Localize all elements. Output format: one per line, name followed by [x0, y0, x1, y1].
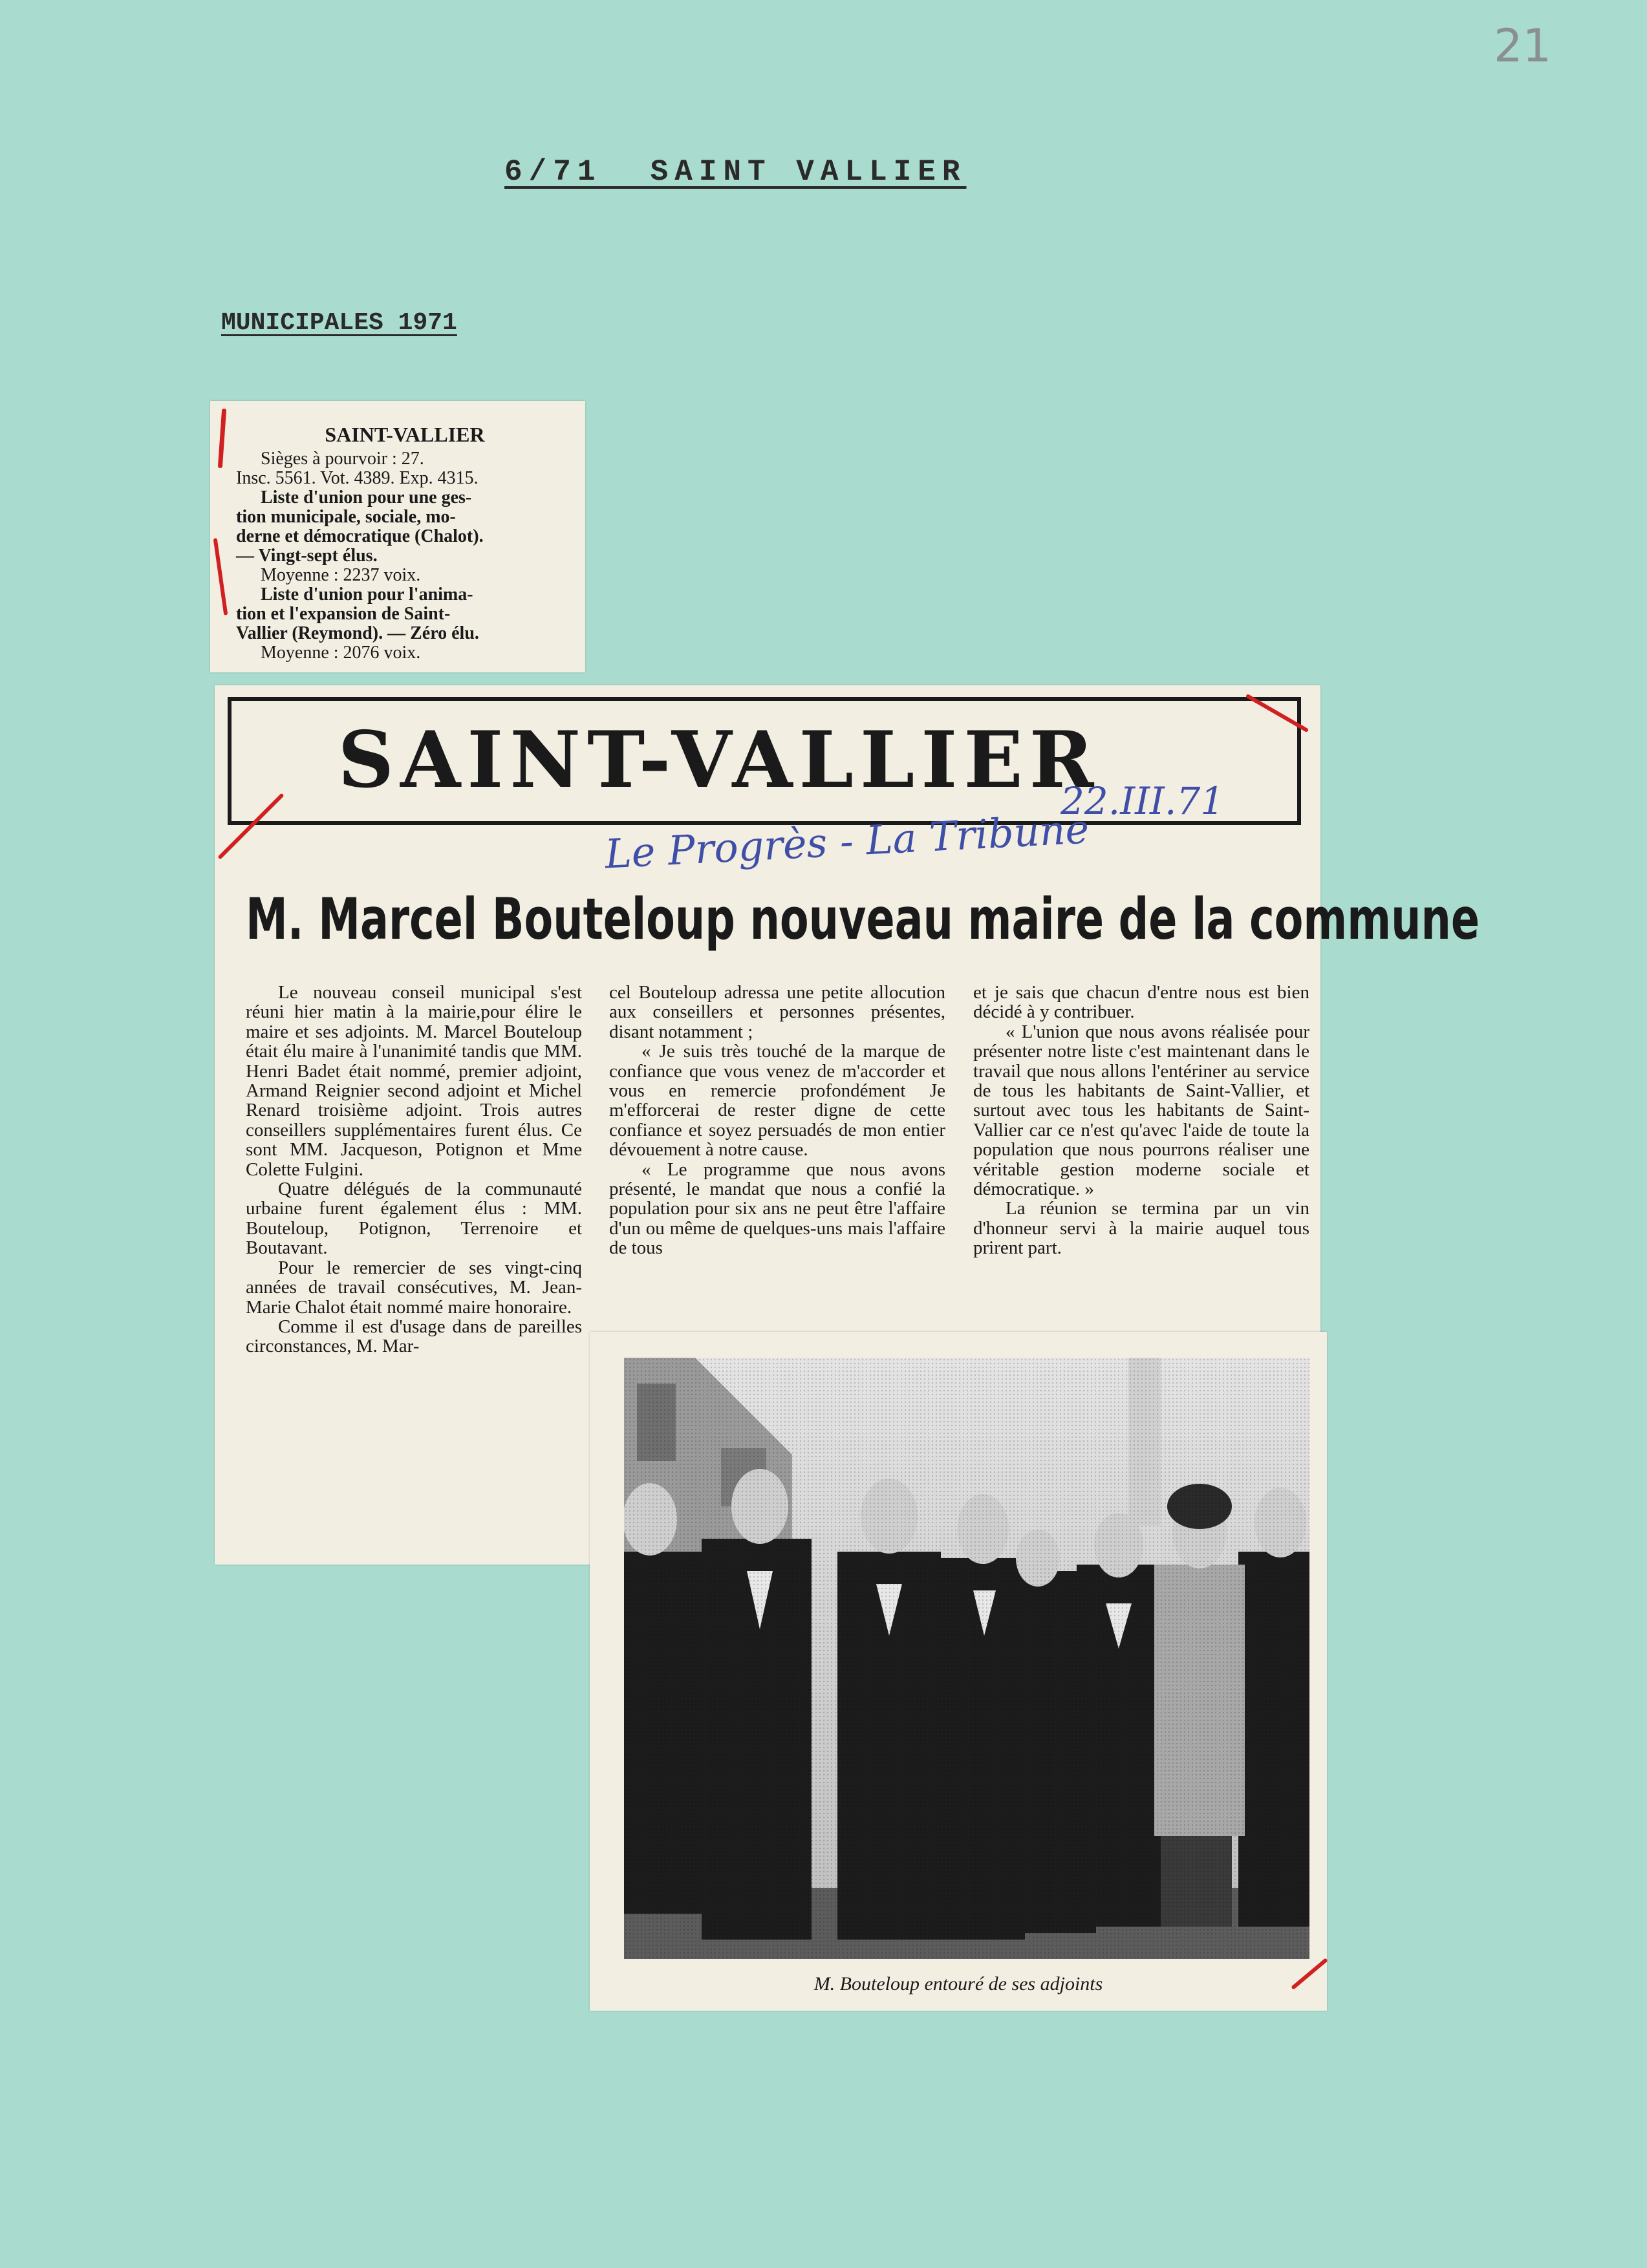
results-line: Sièges à pourvoir : 27. [261, 449, 424, 469]
results-line: tion municipale, sociale, mo- [236, 507, 456, 527]
article-column-3 [973, 983, 1309, 1258]
masthead: SAINT-VALLIER [338, 714, 1101, 806]
page-subheading: MUNICIPALES 1971 [221, 309, 457, 337]
results-line: Moyenne : 2237 voix. [261, 565, 421, 585]
page-heading: 6/71 SAINT VALLIER [504, 155, 967, 189]
paragraph: « Je suis très touché de la marque de confiance que vous venez de m'accorder et vous en remercie profondément Je m'efforcerai de rester digne de cette confiance et soyez persuadés de mon entier dévouement à notre cause. [609, 1041, 945, 1161]
results-line: Insc. 5561. Vot. 4389. Exp. 4315. [236, 468, 479, 488]
handwritten-date: 22.III.71 [1060, 779, 1225, 823]
results-line: Vallier (Reymond). — Zéro élu. [236, 623, 479, 643]
results-line: Moyenne : 2076 voix. [261, 643, 421, 663]
paragraph: La réunion se termina par un vin d'honneur servi à la mairie auquel tous prirent part. [973, 1198, 1309, 1259]
group-photo [624, 1358, 1309, 1959]
results-line: derne et démocratique (Chalot). [236, 526, 484, 546]
results-line: Liste d'union pour l'anima- [261, 584, 473, 604]
results-line: tion et l'expansion de Saint- [236, 604, 451, 624]
paragraph: Comme il est d'usage dans de pareilles circonstances, M. Mar- [246, 1316, 582, 1357]
photo-caption: M. Bouteloup entouré de ses adjoints [813, 1973, 1103, 1995]
paragraph: Le nouveau conseil municipal s'est réuni hier matin à la mairie,pour élire le maire et ses adjoints. M. Marcel Bouteloup était élu maire à l'unanimité tandis que MM. Henri Badet était nommé, premier adjoint, Armand Reignier second adjoint et Michel Renard troisième adjoint. Trois autres conseillers supplémentaires furent élus. Ce sont MM. Jacqueson, Potignon et Mme Colette Fulgini. [246, 982, 582, 1180]
results-line: Liste d'union pour une ges- [261, 487, 472, 508]
paragraph: Quatre délégués de la communauté urbaine furent également élus : MM. Bouteloup, Potignon, Terrenoire et Boutavant. [246, 1179, 582, 1259]
paragraph: « Le programme que nous avons présenté, le mandat que nous a confié la population pour six ans ne peut être l'affaire d'un ou même de quelques-uns mais l'affaire de tous [609, 1159, 945, 1259]
headline: M. Marcel Bouteloup nouveau maire de la commune [246, 886, 1480, 952]
paragraph: et je sais que chacun d'entre nous est bien décidé à y contribuer. [973, 982, 1309, 1023]
article-column-1 [246, 983, 582, 1356]
results-title: SAINT-VALLIER [325, 423, 485, 446]
results-clipping [210, 401, 585, 672]
group-photo-image [624, 1358, 1309, 1959]
handwritten-source: Le Progrès - La Tribune [603, 805, 1090, 878]
paragraph: Pour le remercier de ses vingt-cinq années de travail consécutives, M. Jean-Marie Chalot était nommé maire honoraire. [246, 1257, 582, 1318]
paragraph: « L'union que nous avons réalisée pour présenter notre liste c'est maintenant dans le travail que nous allons l'entériner au service de tous les habitants de Saint-Vallier, et surtout avec tous les habitants de Saint-Vallier car ce n'est qu'avec l'aide de toute la population que nous pourrons réaliser une véritable gestion moderne sociale et démocratique. » [973, 1021, 1309, 1200]
page-number: 21 [1494, 19, 1552, 72]
paragraph: cel Bouteloup adressa une petite allocution aux conseillers et personnes présentes, disant notamment ; [609, 982, 945, 1042]
results-line: — Vingt-sept élus. [236, 546, 378, 566]
article-column-2 [609, 983, 945, 1258]
